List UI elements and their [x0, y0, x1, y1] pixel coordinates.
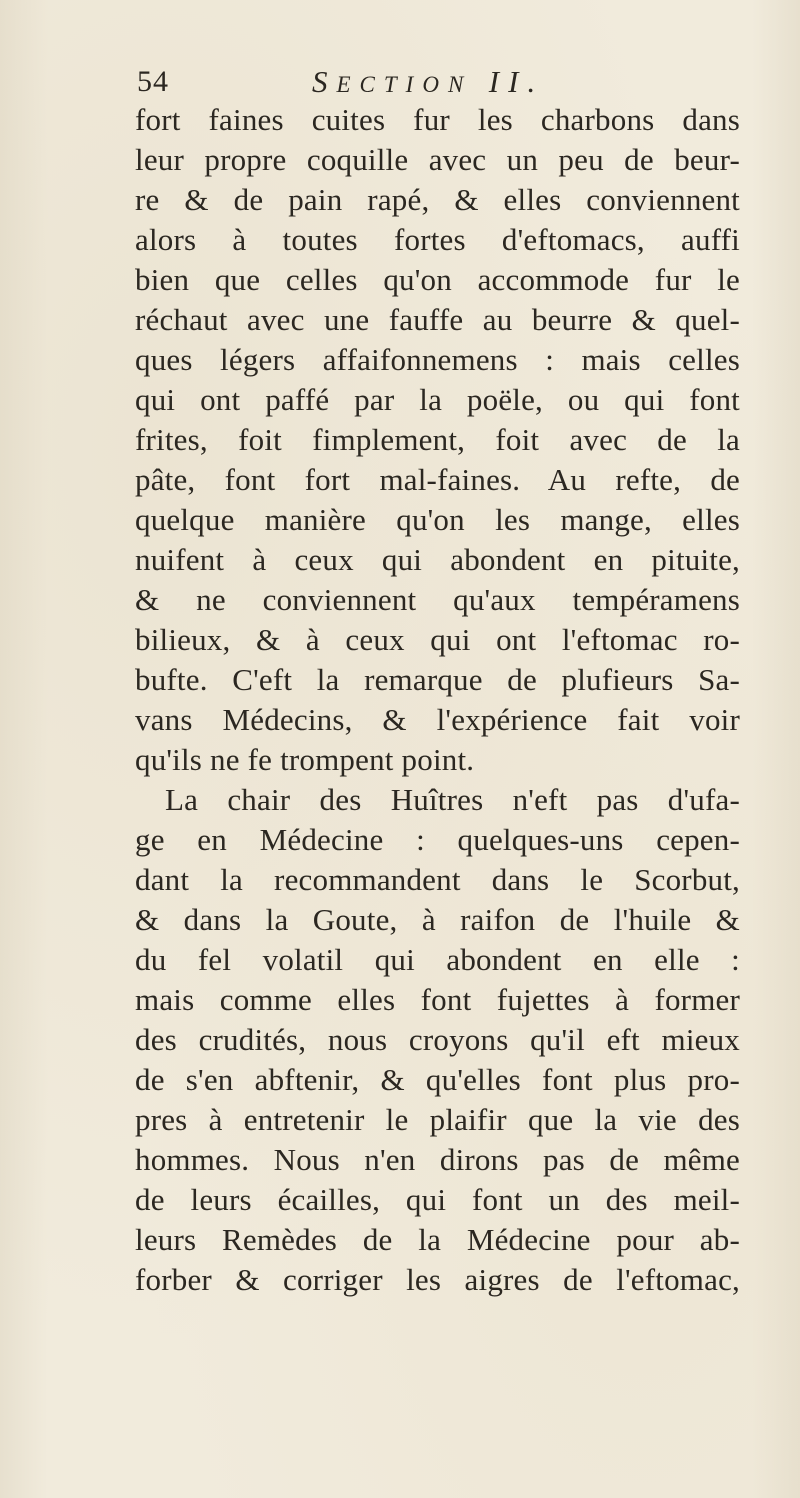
text-line: & dans la Goute, à raifon de l'huile &: [135, 902, 740, 937]
body-text: [135, 100, 740, 1300]
text-line: re & de pain rapé, & elles conviennent: [135, 182, 740, 217]
text-line: qui ont paffé par la poële, ou qui font: [135, 382, 740, 417]
text-line: pâte, font fort mal-faines. Au refte, de: [135, 462, 740, 497]
text-line: des crudités, nous croyons qu'il eft mieux: [135, 1022, 740, 1057]
running-head: [137, 62, 737, 102]
text-line: leurs Remèdes de la Médecine pour ab-: [135, 1222, 740, 1257]
text-line: mais comme elles font fujettes à former: [135, 982, 740, 1017]
text-line: forber & corriger les aigres de l'eftomac,: [135, 1262, 740, 1297]
section-title: [312, 62, 544, 105]
paragraph-end-line: qu'ils ne fe trompent point.: [135, 742, 475, 777]
text-line: réchaut avec une fauffe au beurre & quel-: [135, 302, 740, 337]
text-line: bilieux, & à ceux qui ont l'eftomac ro-: [135, 622, 740, 657]
text-line: bien que celles qu'on accommode fur le: [135, 262, 740, 297]
text-line: fort faines cuites fur les charbons dans: [135, 102, 740, 137]
text-line: hommes. Nous n'en dirons pas de même: [135, 1142, 740, 1177]
text-line: quelque manière qu'on les mange, elles: [135, 502, 740, 537]
text-line: & ne conviennent qu'aux tempéramens: [135, 582, 740, 617]
section-title-word: ECTION: [336, 72, 473, 97]
text-line: pres à entretenir le plaifir que la vie des: [135, 1102, 740, 1137]
text-line: frites, foit fimplement, foit avec de la: [135, 422, 740, 457]
text-line: du fel volatil qui abondent en elle :: [135, 942, 740, 977]
text-line: de leurs écailles, qui font un des meil-: [135, 1182, 740, 1217]
text-line: vans Médecins, & l'expérience fait voir: [135, 702, 740, 737]
page-number: 54: [137, 65, 169, 98]
section-title-number: II.: [488, 64, 545, 99]
paragraph-start-line: La chair des Huîtres n'eft pas d'ufa-: [165, 782, 740, 817]
text-line: bufte. C'eft la remarque de plufieurs Sa-: [135, 662, 740, 697]
text-line: dant la recommandent dans le Scorbut,: [135, 862, 740, 897]
text-line: leur propre coquille avec un peu de beur-: [135, 142, 740, 177]
text-line: alors à toutes fortes d'eftomacs, auffi: [135, 222, 740, 257]
text-line: de s'en abftenir, & qu'elles font plus pro-: [135, 1062, 740, 1097]
text-line: ge en Médecine : quelques-uns cepen-: [135, 822, 740, 857]
text-line: nuifent à ceux qui abondent en pituite,: [135, 542, 740, 577]
section-title-initial: S: [312, 64, 337, 99]
text-line: ques légers affaifonnemens : mais celles: [135, 342, 740, 377]
